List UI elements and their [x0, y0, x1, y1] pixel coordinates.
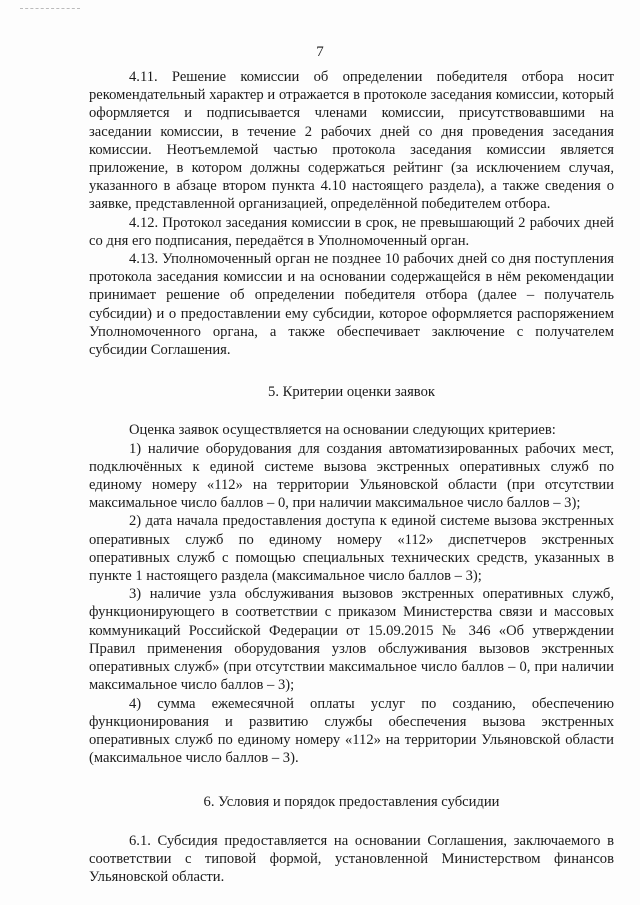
- criterion-2: 2) дата начала предоставления доступа к единой системе вызова экстренных оперативных служб по единому номеру «112» диспетчеров экстренных оперативных служб с помощью специальных технических средств, указанных в пункте 1 настоящего раздела (максимальное число баллов – 3);: [89, 513, 614, 585]
- criterion-3: 3) наличие узла обслуживания вызовов экстренных оперативных служб, функционирующего в соответствии с приказом Министерства связи и массовых коммуникаций Российской Федерации от 15.09.2015 № 346 «Об утверждении Правил применения оборудования узлов обслуживания вызовов экстренных оперативных служб» (при отсутствии максимальное число баллов – 0, при наличии максимальное число баллов – 3);: [89, 586, 614, 694]
- section-5-heading: 5. Критерии оценки заявок: [268, 384, 435, 401]
- paragraph-4-11: 4.11. Решение комиссии об определении победителя отбора носит рекомендательный характер и отражается в протоколе заседания комиссии, который оформляется и подписывается членами комиссии, присутствовавшими на заседании комиссии, в течение 2 рабочих дней со дня проведения заседания комиссии. Неотъемлемой частью протокола заседания комиссии является приложение, в котором должны содержаться рейтинг (за исключением случая, указанного в абзаце втором пункта 4.10 настоящего раздела), а также сведения о заявке, представленной организацией, определённой победителем отбора.: [89, 69, 614, 213]
- scan-edge-mark: [20, 8, 80, 9]
- criterion-4: 4) сумма ежемесячной оплаты услуг по созданию, обеспечению функционирования и развитию службы обеспечения вызова экстренных оперативных служб по единому номеру «112» на территории Ульяновской области (максимальное число баллов – 3).: [89, 695, 614, 767]
- page-number: 7: [316, 44, 324, 60]
- paragraph-6-1: 6.1. Субсидия предоставляется на основании Соглашения, заключаемого в соответствии с типовой формой, установленной Министерством финансов Ульяновской области.: [89, 832, 614, 885]
- document-body: [89, 68, 614, 886]
- paragraph-4-13: 4.13. Уполномоченный орган не позднее 10 рабочих дней со дня поступления протокола заседания комиссии и на основании содержащейся в нём рекомендации принимает решение об определении победителя отбора (далее – получатель субсидии) и о предоставлении ему субсидии, которое оформляется распоряжением Уполномоченного органа, а также обеспечивает заключение с получателем субсидии Соглашения.: [89, 251, 614, 359]
- criteria-intro: Оценка заявок осуществляется на основании следующих критериев:: [129, 422, 556, 439]
- criterion-1: 1) наличие оборудования для создания автоматизированных рабочих мест, подключённых к единой системе вызова экстренных оперативных служб по единому номеру «112» на территории Ульяновской области (при отсутствии максимальное число баллов – 0, при наличии максимальное число баллов – 3);: [89, 440, 614, 512]
- section-6-heading: 6. Условия и порядок предоставления субсидии: [203, 794, 500, 811]
- paragraph-4-12: 4.12. Протокол заседания комиссии в срок, не превышающий 2 рабочих дней со дня его подписания, передаётся в Уполномоченный орган.: [89, 214, 614, 249]
